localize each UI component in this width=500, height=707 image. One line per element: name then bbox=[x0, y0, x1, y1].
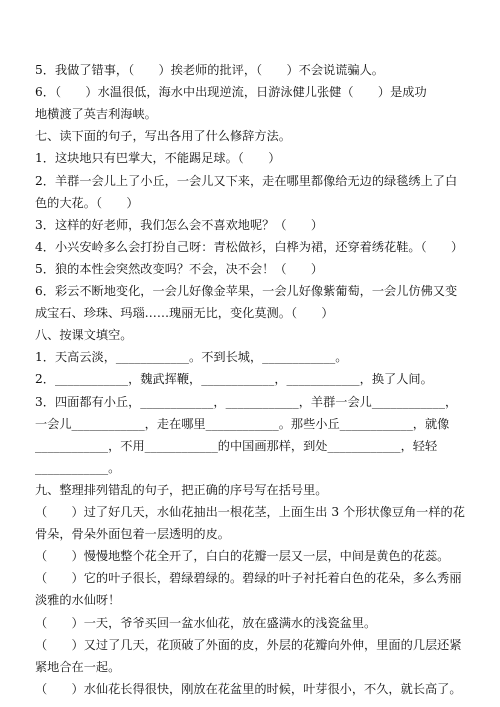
q9-item-1: （ ）过了好几天，水仙花抽出一根花茎，上面生出 3 个形状像豆角一样的花 bbox=[35, 505, 465, 519]
q7-2-line: 2．羊群一会儿上了小丘，一会儿又下来，走在哪里都像给无边的绿毯绣上了白 bbox=[35, 173, 458, 188]
q9-item-5-continuation: 紧地合在一起。 bbox=[35, 659, 121, 674]
q8-3-line: 3．四面都有小丘，____________，____________，羊群一会儿____________， bbox=[35, 394, 458, 409]
q9-item-1-continuation: 骨朵，骨朵外面包着一层透明的皮。 bbox=[35, 527, 230, 542]
q6-6-continuation: 地横渡了英吉利海峡。 bbox=[35, 107, 157, 122]
q9-item-4: （ ）一天，爷爷买回一盆水仙花，放在盛满水的浅瓷盆里。 bbox=[35, 615, 377, 630]
section-7-heading: 七、读下面的句子，写出各用了什么修辞方法。 bbox=[35, 129, 291, 144]
q9-item-5: （ ）又过了几天，花顶破了外面的皮，外层的花瓣向外伸，里面的几层还紧 bbox=[35, 637, 462, 652]
q6-6-line: 6．（ ）水温很低，海水中出现逆流，日游泳健儿张健（ ）是成功 bbox=[35, 85, 427, 100]
q8-3-continuation-3: ____________。 bbox=[35, 460, 121, 475]
q9-item-3-continuation: 淡雅的水仙呀！ bbox=[35, 593, 121, 608]
q8-3-continuation-1: 一会儿____________，走在哪里____________。那些小丘____________，就像 bbox=[35, 416, 450, 431]
section-8-heading: 八、按课文填空。 bbox=[35, 328, 133, 343]
q8-1-line: 1．天高云淡，____________。不到长城，____________。 bbox=[35, 350, 348, 365]
q9-item-3: （ ）它的叶子很长，碧绿碧绿的。碧绿的叶子衬托着白色的花朵，多么秀丽 bbox=[35, 571, 462, 586]
section-9-heading: 九、整理排列错乱的句子，把正确的序号写在括号里。 bbox=[35, 482, 328, 497]
q6-5-line: 5．我做了错事，（ ）挨老师的批评，（ ）不会说谎骗人。 bbox=[35, 63, 384, 77]
q8-3-continuation-2: ____________，不用____________的中国画那样，到处____________，轻轻 bbox=[35, 438, 438, 453]
q7-2-continuation: 色的大花。（ ） bbox=[35, 195, 139, 210]
q7-6-line: 6．彩云不断地变化，一会儿好像金苹果，一会儿好像紫葡萄，一会儿仿佛又变 bbox=[35, 284, 458, 298]
q7-6-continuation: 成宝石、珍珠、玛瑙……瑰丽无比，变化莫测。（ ） bbox=[35, 306, 334, 321]
q7-5-line: 5．狼的本性会突然改变吗？不会，决不会！（ ） bbox=[35, 261, 324, 276]
q7-1-line: 1．这块地只有巴掌大，不能踢足球。（ ） bbox=[35, 151, 281, 166]
q9-item-2: （ ）慢慢地整个花全开了，白白的花瓣一层又一层，中间是黄色的花蕊。 bbox=[35, 549, 450, 564]
q8-2-line: 2．____________，魏武挥鞭，____________，____________，换了人间。 bbox=[35, 372, 433, 387]
q7-4-line: 4．小兴安岭多么会打扮自己呀：青松做衫，白桦为裙，还穿着绣花鞋。（ ） bbox=[35, 239, 464, 254]
q7-3-line: 3．这样的好老师，我们怎么会不喜欢地呢？（ ） bbox=[35, 217, 324, 232]
q9-item-6: （ ）水仙花长得很快，刚放在花盆里的时候，叶芽很小，不久，就长高了。 bbox=[35, 681, 462, 696]
